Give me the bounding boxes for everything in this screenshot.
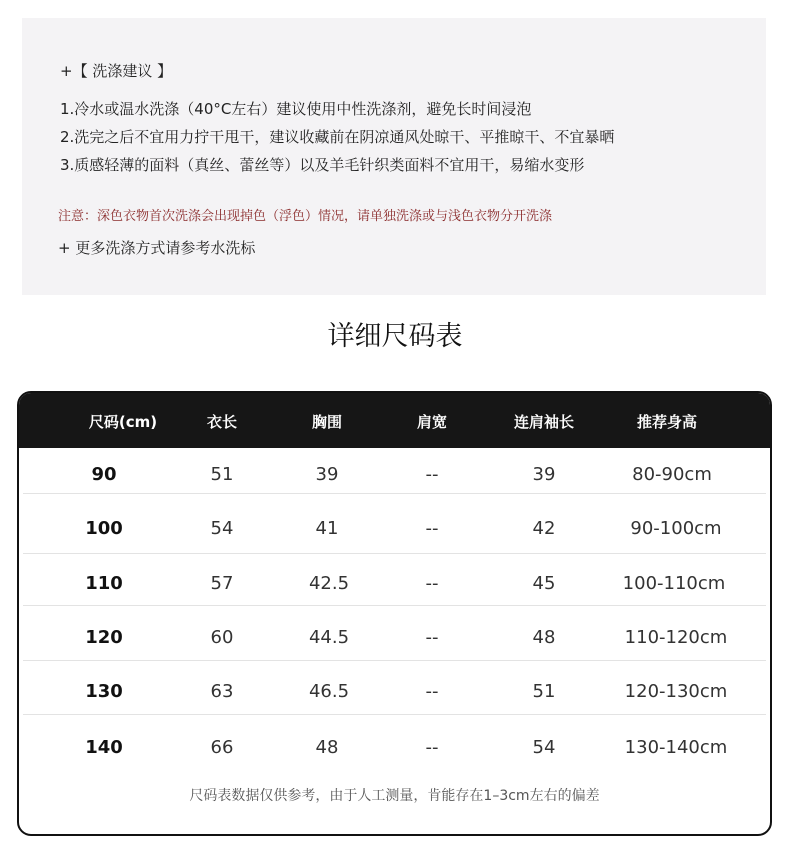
- cell-shoulder: --: [425, 518, 439, 539]
- cell-size: 90: [91, 464, 117, 485]
- cell-chest: 39: [315, 464, 339, 485]
- care-line-2: 2.洗完之后不宜用力拧干甩干，建议收藏前在阴凉通风处晾干、平推晾干、不宜暴晒: [60, 128, 615, 146]
- row-divider: [23, 660, 766, 661]
- row-divider: [23, 605, 766, 606]
- cell-sleeve: 39: [532, 464, 556, 485]
- cell-shoulder: --: [425, 627, 439, 648]
- cell-height: 90-100cm: [630, 518, 722, 539]
- cell-shoulder: --: [425, 573, 439, 594]
- table-row: [19, 557, 770, 611]
- cell-size: 100: [85, 518, 123, 539]
- cell-size: 120: [85, 627, 123, 648]
- cell-chest: 46.5: [308, 681, 350, 702]
- care-line-1: 1.冷水或温水洗涤（40°C左右）建议使用中性洗涤剂，避免长时间浸泡: [60, 100, 532, 118]
- cell-sleeve: 51: [532, 681, 556, 702]
- cell-length: 54: [210, 518, 234, 539]
- table-header: [19, 393, 770, 448]
- row-divider: [23, 493, 766, 494]
- header-chest: 胸围: [311, 413, 343, 431]
- cell-chest: 48: [315, 737, 339, 758]
- cell-sleeve: 42: [532, 518, 556, 539]
- cell-length: 51: [210, 464, 234, 485]
- care-title: +【 洗涤建议 】: [60, 62, 173, 80]
- cell-length: 57: [210, 573, 234, 594]
- header-sleeve: 连肩袖长: [513, 413, 575, 431]
- cell-sleeve: 48: [532, 627, 556, 648]
- cell-shoulder: --: [425, 681, 439, 702]
- header-size: 尺码(cm): [88, 413, 158, 431]
- cell-sleeve: 45: [532, 573, 556, 594]
- header-height: 推荐身高: [636, 413, 698, 431]
- cell-shoulder: --: [425, 737, 439, 758]
- size-chart-title: 详细尺码表: [327, 321, 463, 352]
- cell-length: 60: [210, 627, 234, 648]
- cell-size: 130: [85, 681, 123, 702]
- table-row: [19, 665, 770, 719]
- care-line-3: 3.质感轻薄的面料（真丝、蕾丝等）以及羊毛针织类面料不宜用干，易缩水变形: [60, 156, 585, 174]
- cell-height: 100-110cm: [622, 573, 726, 594]
- table-row: [19, 611, 770, 665]
- cell-sleeve: 54: [532, 737, 556, 758]
- cell-height: 80-90cm: [632, 464, 712, 485]
- header-shoulder: 肩宽: [416, 413, 448, 431]
- cell-chest: 42.5: [308, 573, 350, 594]
- cell-length: 66: [210, 737, 234, 758]
- size-table: [17, 391, 772, 836]
- care-more-info: + 更多洗涤方式请参考水洗标: [58, 239, 256, 257]
- care-warning-note: 注意：深色衣物首次洗涤会出现掉色（浮色）情况，请单独洗涤或与浅色衣物分开洗涤: [58, 209, 553, 224]
- cell-chest: 44.5: [308, 627, 350, 648]
- cell-size: 140: [85, 737, 123, 758]
- care-instructions-panel: [22, 18, 766, 295]
- cell-height: 110-120cm: [624, 627, 728, 648]
- size-table-footnote: 尺码表数据仅供参考，由于人工测量，肯能存在1–3cm左右的偏差: [189, 788, 600, 804]
- table-row: [19, 502, 770, 556]
- cell-shoulder: --: [425, 464, 439, 485]
- row-divider: [23, 553, 766, 554]
- cell-height: 130-140cm: [624, 737, 728, 758]
- table-row: [19, 721, 770, 775]
- header-length: 衣长: [206, 413, 238, 431]
- row-divider: [23, 714, 766, 715]
- cell-height: 120-130cm: [624, 681, 728, 702]
- cell-chest: 41: [315, 518, 339, 539]
- cell-size: 110: [85, 573, 123, 594]
- cell-length: 63: [210, 681, 234, 702]
